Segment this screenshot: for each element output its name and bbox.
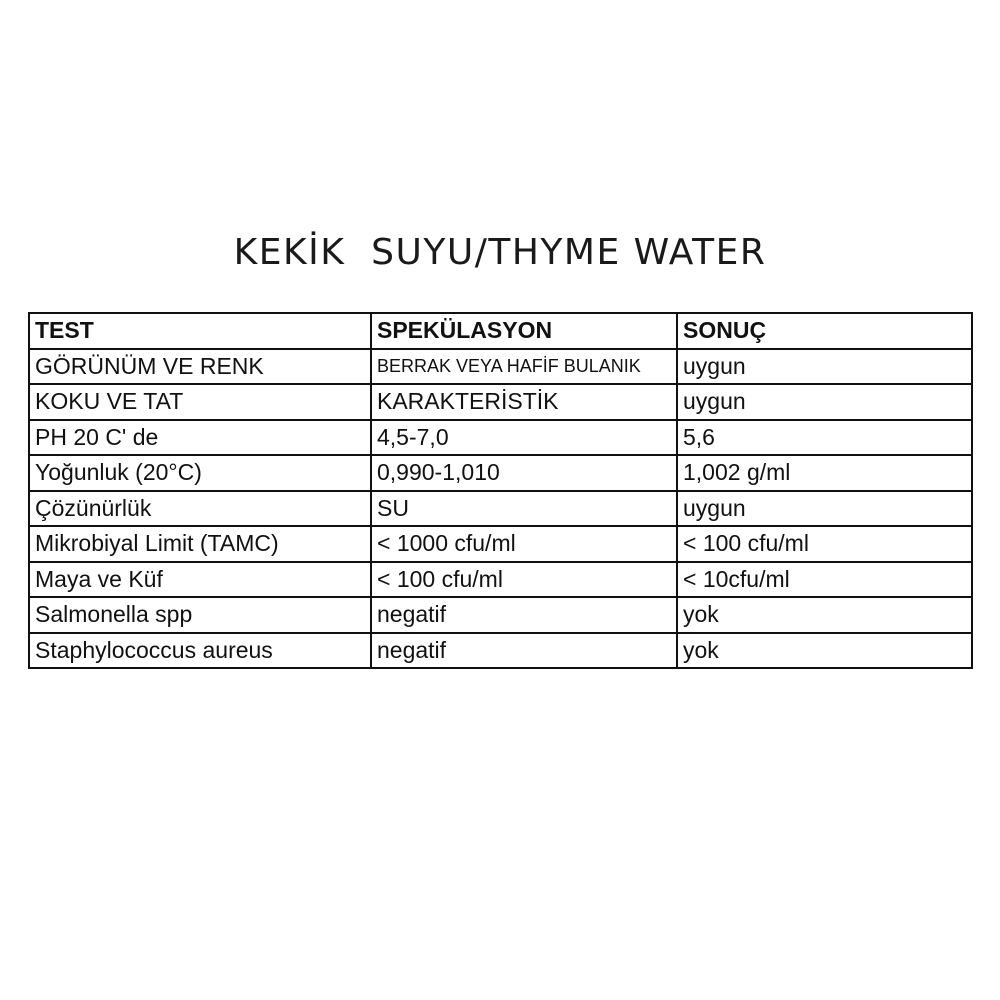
table-row (29, 384, 972, 420)
cell-result: uygun (677, 349, 972, 385)
cell-result: yok (677, 597, 972, 633)
cell-test: Maya ve Küf (29, 562, 371, 598)
table-row (29, 491, 972, 527)
cell-specification: < 1000 cfu/ml (371, 526, 677, 562)
cell-result: < 100 cfu/ml (677, 526, 972, 562)
cell-specification: 4,5-7,0 (371, 420, 677, 456)
table-row (29, 420, 972, 456)
cell-specification: 0,990-1,010 (371, 455, 677, 491)
cell-result: uygun (677, 384, 972, 420)
cell-test: PH 20 C' de (29, 420, 371, 456)
cell-result: < 10cfu/ml (677, 562, 972, 598)
page-title: KEKİK SUYU/THYME WATER (233, 232, 767, 273)
cell-test: KOKU VE TAT (29, 384, 371, 420)
cell-test: Yoğunluk (20°C) (29, 455, 371, 491)
cell-specification: BERRAK VEYA HAFİF BULANIK (371, 349, 677, 385)
table-header-row (29, 313, 972, 349)
cell-test: Çözünürlük (29, 491, 371, 527)
column-header-specification: SPEKÜLASYON (371, 313, 677, 349)
table-row (29, 597, 972, 633)
cell-result: 5,6 (677, 420, 972, 456)
column-header-result: SONUÇ (677, 313, 972, 349)
column-header-test: TEST (29, 313, 371, 349)
cell-result: uygun (677, 491, 972, 527)
table-row (29, 455, 972, 491)
cell-test: Salmonella spp (29, 597, 371, 633)
table-row (29, 349, 972, 385)
cell-specification: KARAKTERİSTİK (371, 384, 677, 420)
cell-specification: < 100 cfu/ml (371, 562, 677, 598)
cell-test: Staphylococcus aureus (29, 633, 371, 669)
cell-specification: SU (371, 491, 677, 527)
cell-test: Mikrobiyal Limit (TAMC) (29, 526, 371, 562)
cell-test: GÖRÜNÜM VE RENK (29, 349, 371, 385)
table-row (29, 526, 972, 562)
cell-result: 1,002 g/ml (677, 455, 972, 491)
spec-table (28, 312, 973, 669)
cell-result: yok (677, 633, 972, 669)
table-row (29, 633, 972, 669)
table-row (29, 562, 972, 598)
cell-specification: negatif (371, 633, 677, 669)
cell-specification: negatif (371, 597, 677, 633)
